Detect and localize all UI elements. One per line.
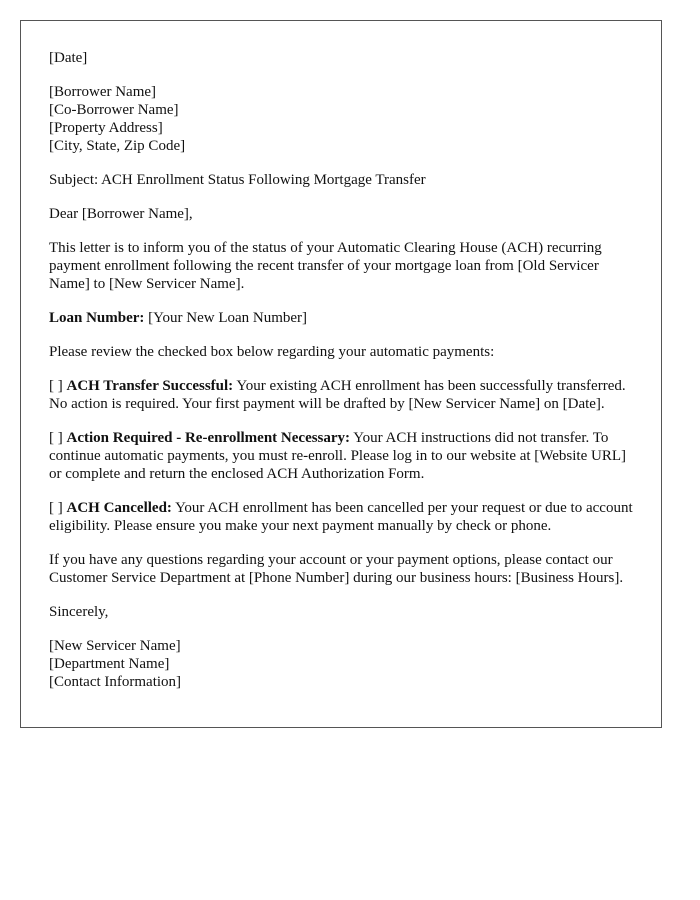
option-title: ACH Cancelled: <box>66 500 172 516</box>
instruction: Please review the checked box below regarding your automatic payments: <box>49 344 495 360</box>
checkbox[interactable]: [ ] <box>49 430 67 446</box>
loan-number-label: Loan Number: <box>49 310 145 326</box>
recipient-line: [Co-Borrower Name] <box>49 102 179 118</box>
salutation: Dear [Borrower Name], <box>49 206 193 222</box>
recipient-line: [City, State, Zip Code] <box>49 138 186 154</box>
option-text: Your ACH instructions did not transfer. To continue automatic payments, you must re-enroll. Please log in to our website at [Website URL] or complete and return the enclosed ACH Authorization Form. <box>49 430 626 482</box>
closing: Sincerely, <box>49 604 109 620</box>
checkbox[interactable]: [ ] <box>49 378 67 394</box>
letter <box>20 20 662 728</box>
option-ach-cancelled <box>49 499 633 535</box>
recipient-line: [Borrower Name] <box>49 84 157 100</box>
signature-block <box>49 637 633 691</box>
checkbox[interactable]: [ ] <box>49 500 67 516</box>
intro-paragraph: This letter is to inform you of the status of your Automatic Clearing House (ACH) recurring payment enrollment following the recent transfer of your mortgage loan from [Old Servicer Name] to [New Servicer Name]. <box>49 240 602 292</box>
loan-number <box>49 309 633 327</box>
signature-line: [New Servicer Name] <box>49 638 181 654</box>
option-text: Your existing ACH enrollment has been successfully transferred. No action is required. Your first payment will be drafted by [New Servicer Name] on [Date]. <box>49 378 626 412</box>
option-ach-transfer-successful <box>49 377 633 413</box>
signature-line: [Department Name] <box>49 656 170 672</box>
option-text: Your ACH enrollment has been cancelled per your request or due to account eligibility. Please ensure you make your next payment manually by check or phone. <box>49 500 633 534</box>
subject-line: Subject: ACH Enrollment Status Following Mortgage Transfer <box>49 172 426 188</box>
loan-number-value: [Your New Loan Number] <box>144 310 308 326</box>
contact-paragraph: If you have any questions regarding your account or your payment options, please contact our Customer Service Department at [Phone Number] during our business hours: [Business Hours]. <box>49 552 624 586</box>
option-title: Action Required - Re-enrollment Necessary: <box>66 430 351 446</box>
option-title: ACH Transfer Successful: <box>66 378 234 394</box>
signature-line: [Contact Information] <box>49 674 182 690</box>
recipient-line: [Property Address] <box>49 120 163 136</box>
recipient-address <box>49 83 633 155</box>
option-reenrollment-required <box>49 429 633 483</box>
letter-date: [Date] <box>49 50 88 66</box>
